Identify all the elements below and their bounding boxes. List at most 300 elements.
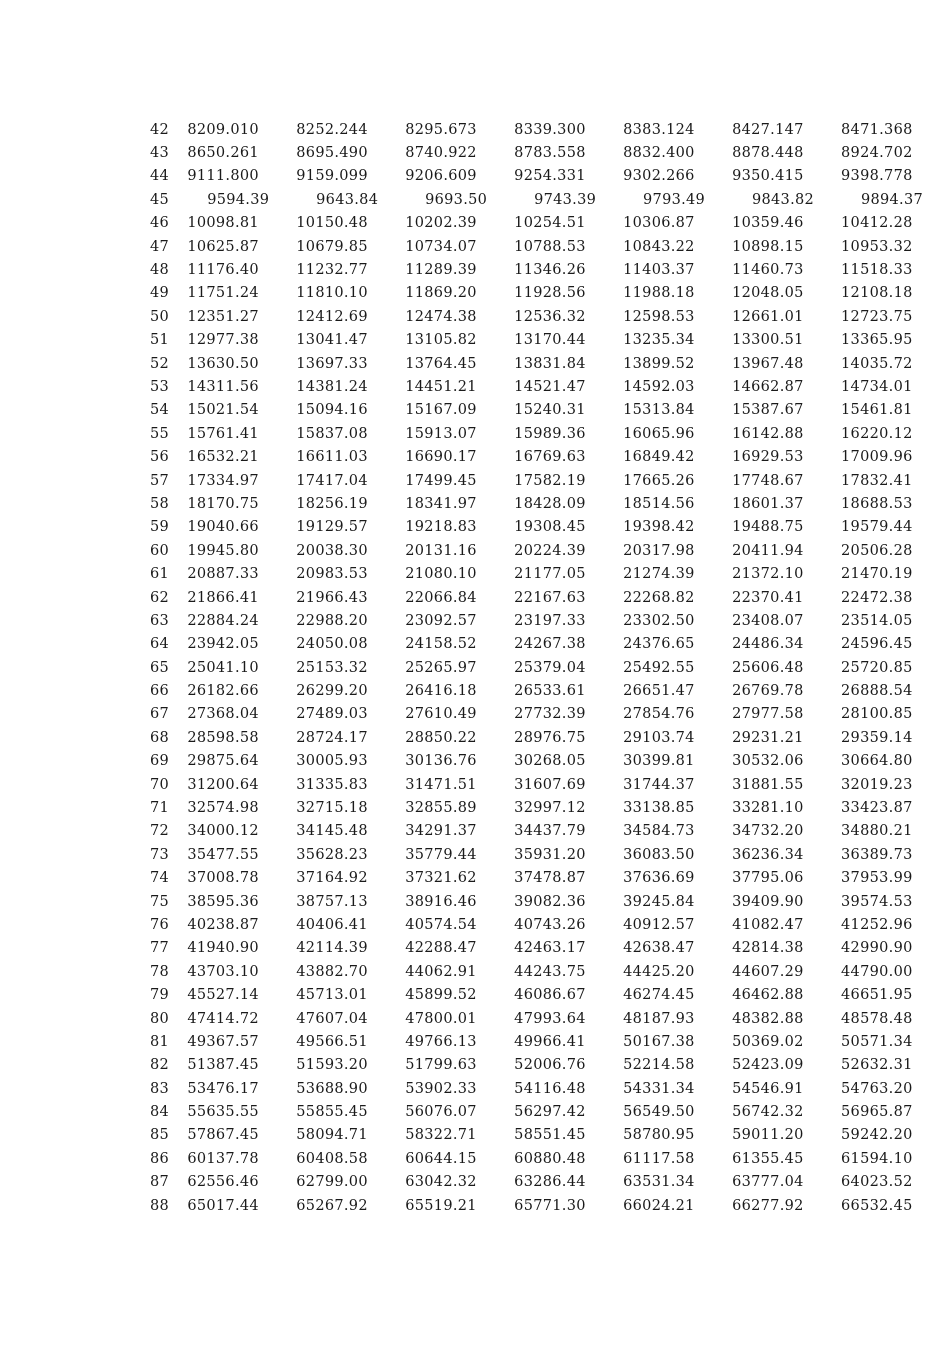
table-cell: 25153.32 — [296, 659, 368, 676]
table-cell: 15167.09 — [405, 402, 477, 419]
table-cell: 13300.51 — [732, 332, 804, 349]
table-cell: 29103.74 — [623, 729, 695, 746]
table-cell: 52423.09 — [732, 1057, 804, 1074]
table-row — [140, 422, 950, 445]
table-cell: 32997.12 — [514, 800, 586, 817]
table-cell: 46086.67 — [514, 987, 586, 1004]
row-index-cell: 59 — [150, 519, 170, 536]
table-cell: 25265.97 — [405, 659, 477, 676]
table-cell: 27368.04 — [187, 706, 259, 723]
table-cell: 12977.38 — [187, 332, 259, 349]
table-cell: 37321.62 — [405, 870, 477, 887]
table-row — [140, 539, 950, 562]
table-cell: 9254.331 — [514, 168, 586, 185]
table-row — [140, 820, 950, 843]
table-cell: 23514.05 — [841, 612, 913, 629]
table-cell: 13630.50 — [187, 355, 259, 372]
row-index-cell: 79 — [150, 987, 170, 1004]
table-cell: 53902.33 — [405, 1080, 477, 1097]
row-index-cell: 65 — [150, 659, 170, 676]
table-row — [140, 562, 950, 585]
table-cell: 61594.10 — [841, 1150, 913, 1167]
table-cell: 12048.05 — [732, 285, 804, 302]
table-cell: 31471.51 — [405, 776, 477, 793]
table-cell: 58780.95 — [623, 1127, 695, 1144]
table-row — [140, 165, 950, 188]
table-cell: 45713.01 — [296, 987, 368, 1004]
table-cell: 63777.04 — [732, 1174, 804, 1191]
table-row — [140, 633, 950, 656]
table-cell: 26299.20 — [296, 683, 368, 700]
table-cell: 9594.39 — [207, 191, 270, 208]
table-cell: 37008.78 — [187, 870, 259, 887]
row-index-cell: 55 — [150, 425, 170, 442]
table-cell: 59011.20 — [732, 1127, 804, 1144]
table-row — [140, 1100, 950, 1123]
table-cell: 19218.83 — [405, 519, 477, 536]
table-cell: 56742.32 — [732, 1104, 804, 1121]
table-cell: 34000.12 — [187, 823, 259, 840]
table-cell: 12412.69 — [296, 308, 368, 325]
table-cell: 36236.34 — [732, 846, 804, 863]
table-cell: 53688.90 — [296, 1080, 368, 1097]
table-cell: 8878.448 — [732, 145, 804, 162]
table-cell: 27489.03 — [296, 706, 368, 723]
table-cell: 56965.87 — [841, 1104, 913, 1121]
table-cell: 19398.42 — [623, 519, 695, 536]
table-cell: 15461.81 — [841, 402, 913, 419]
table-cell: 55635.55 — [187, 1104, 259, 1121]
table-cell: 8383.124 — [623, 121, 695, 138]
table-cell: 17748.67 — [732, 472, 804, 489]
table-row — [140, 703, 950, 726]
table-cell: 56297.42 — [514, 1104, 586, 1121]
table-cell: 54331.34 — [623, 1080, 695, 1097]
table-cell: 61117.58 — [623, 1150, 695, 1167]
table-cell: 33423.87 — [841, 800, 913, 817]
table-row — [140, 1030, 950, 1053]
table-cell: 30399.81 — [623, 753, 695, 770]
table-row — [140, 656, 950, 679]
table-cell: 24267.38 — [514, 636, 586, 653]
table-cell: 22268.82 — [623, 589, 695, 606]
table-cell: 16220.12 — [841, 425, 913, 442]
table-cell: 53476.17 — [187, 1080, 259, 1097]
table-cell: 43703.10 — [187, 963, 259, 980]
table-cell: 23408.07 — [732, 612, 804, 629]
row-index-cell: 44 — [150, 168, 170, 185]
table-cell: 42114.39 — [296, 940, 368, 957]
table-row — [140, 1124, 950, 1147]
table-row — [140, 773, 950, 796]
row-index-cell: 64 — [150, 636, 170, 653]
table-cell: 51799.63 — [405, 1057, 477, 1074]
table-cell: 12474.38 — [405, 308, 477, 325]
table-cell: 65017.44 — [187, 1197, 259, 1214]
table-row — [140, 282, 950, 305]
table-cell: 61355.45 — [732, 1150, 804, 1167]
table-cell: 56076.07 — [405, 1104, 477, 1121]
table-cell: 41082.47 — [732, 916, 804, 933]
table-cell: 36389.73 — [841, 846, 913, 863]
table-cell: 11289.39 — [405, 262, 477, 279]
table-cell: 34291.37 — [405, 823, 477, 840]
table-cell: 8209.010 — [187, 121, 259, 138]
row-index-cell: 87 — [150, 1174, 170, 1191]
table-cell: 10679.85 — [296, 238, 368, 255]
table-cell: 44062.91 — [405, 963, 477, 980]
table-cell: 39574.53 — [841, 893, 913, 910]
table-cell: 32715.18 — [296, 800, 368, 817]
table-cell: 20411.94 — [732, 542, 804, 559]
table-cell: 28850.22 — [405, 729, 477, 746]
row-index-cell: 52 — [150, 355, 170, 372]
table-cell: 14662.87 — [732, 378, 804, 395]
table-cell: 66532.45 — [841, 1197, 913, 1214]
table-cell: 20038.30 — [296, 542, 368, 559]
row-index-cell: 70 — [150, 776, 170, 793]
table-cell: 26416.18 — [405, 683, 477, 700]
table-cell: 62799.00 — [296, 1174, 368, 1191]
table-cell: 10898.15 — [732, 238, 804, 255]
table-cell: 31744.37 — [623, 776, 695, 793]
table-row — [140, 235, 950, 258]
table-cell: 20131.16 — [405, 542, 477, 559]
table-row — [140, 890, 950, 913]
table-cell: 17417.04 — [296, 472, 368, 489]
table-cell: 21274.39 — [623, 566, 695, 583]
table-cell: 11988.18 — [623, 285, 695, 302]
table-cell: 25720.85 — [841, 659, 913, 676]
table-cell: 12723.75 — [841, 308, 913, 325]
table-cell: 23302.50 — [623, 612, 695, 629]
table-row — [140, 983, 950, 1006]
table-cell: 8427.147 — [732, 121, 804, 138]
table-cell: 15989.36 — [514, 425, 586, 442]
table-cell: 47993.64 — [514, 1010, 586, 1027]
table-cell: 40743.26 — [514, 916, 586, 933]
table-cell: 19488.75 — [732, 519, 804, 536]
table-cell: 24050.08 — [296, 636, 368, 653]
table-cell: 17665.26 — [623, 472, 695, 489]
table-cell: 31200.64 — [187, 776, 259, 793]
table-cell: 40912.57 — [623, 916, 695, 933]
table-cell: 34880.21 — [841, 823, 913, 840]
table-cell: 45899.52 — [405, 987, 477, 1004]
table-cell: 13764.45 — [405, 355, 477, 372]
table-cell: 27977.58 — [732, 706, 804, 723]
table-cell: 18256.19 — [296, 495, 368, 512]
row-index-cell: 80 — [150, 1010, 170, 1027]
row-index-cell: 47 — [150, 238, 170, 255]
table-cell: 25379.04 — [514, 659, 586, 676]
table-row — [140, 1077, 950, 1100]
table-cell: 15094.16 — [296, 402, 368, 419]
table-cell: 60644.15 — [405, 1150, 477, 1167]
table-row — [140, 1194, 950, 1217]
row-index-cell: 77 — [150, 940, 170, 957]
table-cell: 20317.98 — [623, 542, 695, 559]
table-cell: 41252.96 — [841, 916, 913, 933]
table-cell: 26182.66 — [187, 683, 259, 700]
table-cell: 14311.56 — [187, 378, 259, 395]
table-cell: 65771.30 — [514, 1197, 586, 1214]
row-index-cell: 82 — [150, 1057, 170, 1074]
row-index-cell: 86 — [150, 1150, 170, 1167]
table-cell: 32019.23 — [841, 776, 913, 793]
table-cell: 18688.53 — [841, 495, 913, 512]
table-cell: 45527.14 — [187, 987, 259, 1004]
table-cell: 10359.46 — [732, 215, 804, 232]
table-cell: 30268.05 — [514, 753, 586, 770]
table-cell: 47800.01 — [405, 1010, 477, 1027]
table-cell: 8783.558 — [514, 145, 586, 162]
table-cell: 66277.92 — [732, 1197, 804, 1214]
table-cell: 13697.33 — [296, 355, 368, 372]
table-cell: 9302.266 — [623, 168, 695, 185]
table-cell: 62556.46 — [187, 1174, 259, 1191]
table-cell: 30664.80 — [841, 753, 913, 770]
row-index-cell: 58 — [150, 495, 170, 512]
table-cell: 48578.48 — [841, 1010, 913, 1027]
table-cell: 10734.07 — [405, 238, 477, 255]
table-cell: 22066.84 — [405, 589, 477, 606]
table-cell: 47607.04 — [296, 1010, 368, 1027]
table-cell: 10254.51 — [514, 215, 586, 232]
table-cell: 11460.73 — [732, 262, 804, 279]
table-row — [140, 445, 950, 468]
table-cell: 38757.13 — [296, 893, 368, 910]
table-cell: 30136.76 — [405, 753, 477, 770]
table-cell: 26651.47 — [623, 683, 695, 700]
table-cell: 9206.609 — [405, 168, 477, 185]
table-cell: 9350.415 — [732, 168, 804, 185]
table-cell: 55855.45 — [296, 1104, 368, 1121]
table-cell: 21966.43 — [296, 589, 368, 606]
table-cell: 60880.48 — [514, 1150, 586, 1167]
table-cell: 15387.67 — [732, 402, 804, 419]
table-cell: 42990.90 — [841, 940, 913, 957]
table-cell: 22370.41 — [732, 589, 804, 606]
table-cell: 16929.53 — [732, 449, 804, 466]
table-cell: 14381.24 — [296, 378, 368, 395]
table-cell: 63531.34 — [623, 1174, 695, 1191]
table-cell: 54116.48 — [514, 1080, 586, 1097]
table-row — [140, 375, 950, 398]
row-index-cell: 60 — [150, 542, 170, 559]
row-index-cell: 54 — [150, 402, 170, 419]
table-cell: 16849.42 — [623, 449, 695, 466]
table-cell: 46651.95 — [841, 987, 913, 1004]
table-row — [140, 516, 950, 539]
table-row — [140, 1054, 950, 1077]
table-cell: 9743.39 — [534, 191, 597, 208]
row-index-cell: 75 — [150, 893, 170, 910]
table-cell: 10843.22 — [623, 238, 695, 255]
row-index-cell: 49 — [150, 285, 170, 302]
table-cell: 9398.778 — [841, 168, 913, 185]
table-cell: 51593.20 — [296, 1057, 368, 1074]
table-cell: 11176.40 — [187, 262, 259, 279]
row-index-cell: 74 — [150, 870, 170, 887]
table-cell: 18170.75 — [187, 495, 259, 512]
table-cell: 24596.45 — [841, 636, 913, 653]
table-cell: 56549.50 — [623, 1104, 695, 1121]
table-cell: 12108.18 — [841, 285, 913, 302]
table-cell: 15021.54 — [187, 402, 259, 419]
table-cell: 10953.32 — [841, 238, 913, 255]
row-index-cell: 68 — [150, 729, 170, 746]
table-cell: 17009.96 — [841, 449, 913, 466]
table-row — [140, 1171, 950, 1194]
table-cell: 48187.93 — [623, 1010, 695, 1027]
table-cell: 20983.53 — [296, 566, 368, 583]
row-index-cell: 84 — [150, 1104, 170, 1121]
table-cell: 29875.64 — [187, 753, 259, 770]
table-cell: 11518.33 — [841, 262, 913, 279]
table-cell: 42814.38 — [732, 940, 804, 957]
table-row — [140, 188, 950, 211]
table-row — [140, 118, 950, 141]
table-cell: 20506.28 — [841, 542, 913, 559]
table-cell: 52214.58 — [623, 1057, 695, 1074]
table-cell: 31881.55 — [732, 776, 804, 793]
table-cell: 63042.32 — [405, 1174, 477, 1191]
table-cell: 22167.63 — [514, 589, 586, 606]
table-cell: 52632.31 — [841, 1057, 913, 1074]
table-row — [140, 913, 950, 936]
table-cell: 34145.48 — [296, 823, 368, 840]
table-cell: 11928.56 — [514, 285, 586, 302]
table-cell: 35477.55 — [187, 846, 259, 863]
table-row — [140, 796, 950, 819]
table-cell: 35779.44 — [405, 846, 477, 863]
table-row — [140, 469, 950, 492]
table-cell: 28724.17 — [296, 729, 368, 746]
table-cell: 11869.20 — [405, 285, 477, 302]
table-cell: 65519.21 — [405, 1197, 477, 1214]
row-index-cell: 72 — [150, 823, 170, 840]
table-cell: 10788.53 — [514, 238, 586, 255]
table-row — [140, 1007, 950, 1030]
table-cell: 40574.54 — [405, 916, 477, 933]
row-index-cell: 66 — [150, 683, 170, 700]
table-cell: 26888.54 — [841, 683, 913, 700]
table-cell: 33138.85 — [623, 800, 695, 817]
table-cell: 48382.88 — [732, 1010, 804, 1027]
table-cell: 15761.41 — [187, 425, 259, 442]
table-cell: 54546.91 — [732, 1080, 804, 1097]
table-cell: 57867.45 — [187, 1127, 259, 1144]
table-cell: 10098.81 — [187, 215, 259, 232]
table-cell: 39409.90 — [732, 893, 804, 910]
table-cell: 17832.41 — [841, 472, 913, 489]
row-index-cell: 51 — [150, 332, 170, 349]
table-cell: 46274.45 — [623, 987, 695, 1004]
table-cell: 33281.10 — [732, 800, 804, 817]
table-cell: 8832.400 — [623, 145, 695, 162]
row-index-cell: 81 — [150, 1033, 170, 1050]
table-cell: 13365.95 — [841, 332, 913, 349]
table-cell: 34732.20 — [732, 823, 804, 840]
table-cell: 37164.92 — [296, 870, 368, 887]
table-cell: 58322.71 — [405, 1127, 477, 1144]
row-index-cell: 42 — [150, 121, 170, 138]
table-cell: 8339.300 — [514, 121, 586, 138]
table-cell: 60408.58 — [296, 1150, 368, 1167]
table-cell: 14592.03 — [623, 378, 695, 395]
table-row — [140, 329, 950, 352]
table-cell: 63286.44 — [514, 1174, 586, 1191]
table-cell: 42638.47 — [623, 940, 695, 957]
table-cell: 31607.69 — [514, 776, 586, 793]
table-cell: 34584.73 — [623, 823, 695, 840]
table-cell: 9643.84 — [316, 191, 379, 208]
row-index-cell: 53 — [150, 378, 170, 395]
table-cell: 29359.14 — [841, 729, 913, 746]
table-cell: 50571.34 — [841, 1033, 913, 1050]
table-cell: 40238.87 — [187, 916, 259, 933]
row-index-cell: 83 — [150, 1080, 170, 1097]
table-cell: 23942.05 — [187, 636, 259, 653]
row-index-cell: 71 — [150, 800, 170, 817]
row-index-cell: 85 — [150, 1127, 170, 1144]
table-cell: 37636.69 — [623, 870, 695, 887]
table-cell: 34437.79 — [514, 823, 586, 840]
row-index-cell: 45 — [150, 191, 170, 208]
table-cell: 44607.29 — [732, 963, 804, 980]
table-cell: 10625.87 — [187, 238, 259, 255]
table-cell: 11232.77 — [296, 262, 368, 279]
table-row — [140, 212, 950, 235]
table-cell: 24486.34 — [732, 636, 804, 653]
table-cell: 11403.37 — [623, 262, 695, 279]
table-cell: 25606.48 — [732, 659, 804, 676]
table-cell: 44243.75 — [514, 963, 586, 980]
table-cell: 47414.72 — [187, 1010, 259, 1027]
table-cell: 10150.48 — [296, 215, 368, 232]
table-cell: 26533.61 — [514, 683, 586, 700]
table-row — [140, 141, 950, 164]
table-cell: 13105.82 — [405, 332, 477, 349]
table-cell: 58551.45 — [514, 1127, 586, 1144]
table-cell: 10412.28 — [841, 215, 913, 232]
row-index-cell: 46 — [150, 215, 170, 232]
table-row — [140, 586, 950, 609]
table-cell: 19040.66 — [187, 519, 259, 536]
table-cell: 51387.45 — [187, 1057, 259, 1074]
table-cell: 16142.88 — [732, 425, 804, 442]
table-cell: 18341.97 — [405, 495, 477, 512]
table-cell: 49766.13 — [405, 1033, 477, 1050]
table-cell: 8924.702 — [841, 145, 913, 162]
table-cell: 19308.45 — [514, 519, 586, 536]
table-cell: 13967.48 — [732, 355, 804, 372]
table-cell: 22988.20 — [296, 612, 368, 629]
table-cell: 30532.06 — [732, 753, 804, 770]
table-row — [140, 679, 950, 702]
table-cell: 28100.85 — [841, 706, 913, 723]
table-cell: 8252.244 — [296, 121, 368, 138]
table-cell: 31335.83 — [296, 776, 368, 793]
table-cell: 10306.87 — [623, 215, 695, 232]
table-cell: 12661.01 — [732, 308, 804, 325]
table-cell: 19945.80 — [187, 542, 259, 559]
table-cell: 18428.09 — [514, 495, 586, 512]
row-index-cell: 88 — [150, 1197, 170, 1214]
table-row — [140, 937, 950, 960]
table-cell: 32574.98 — [187, 800, 259, 817]
